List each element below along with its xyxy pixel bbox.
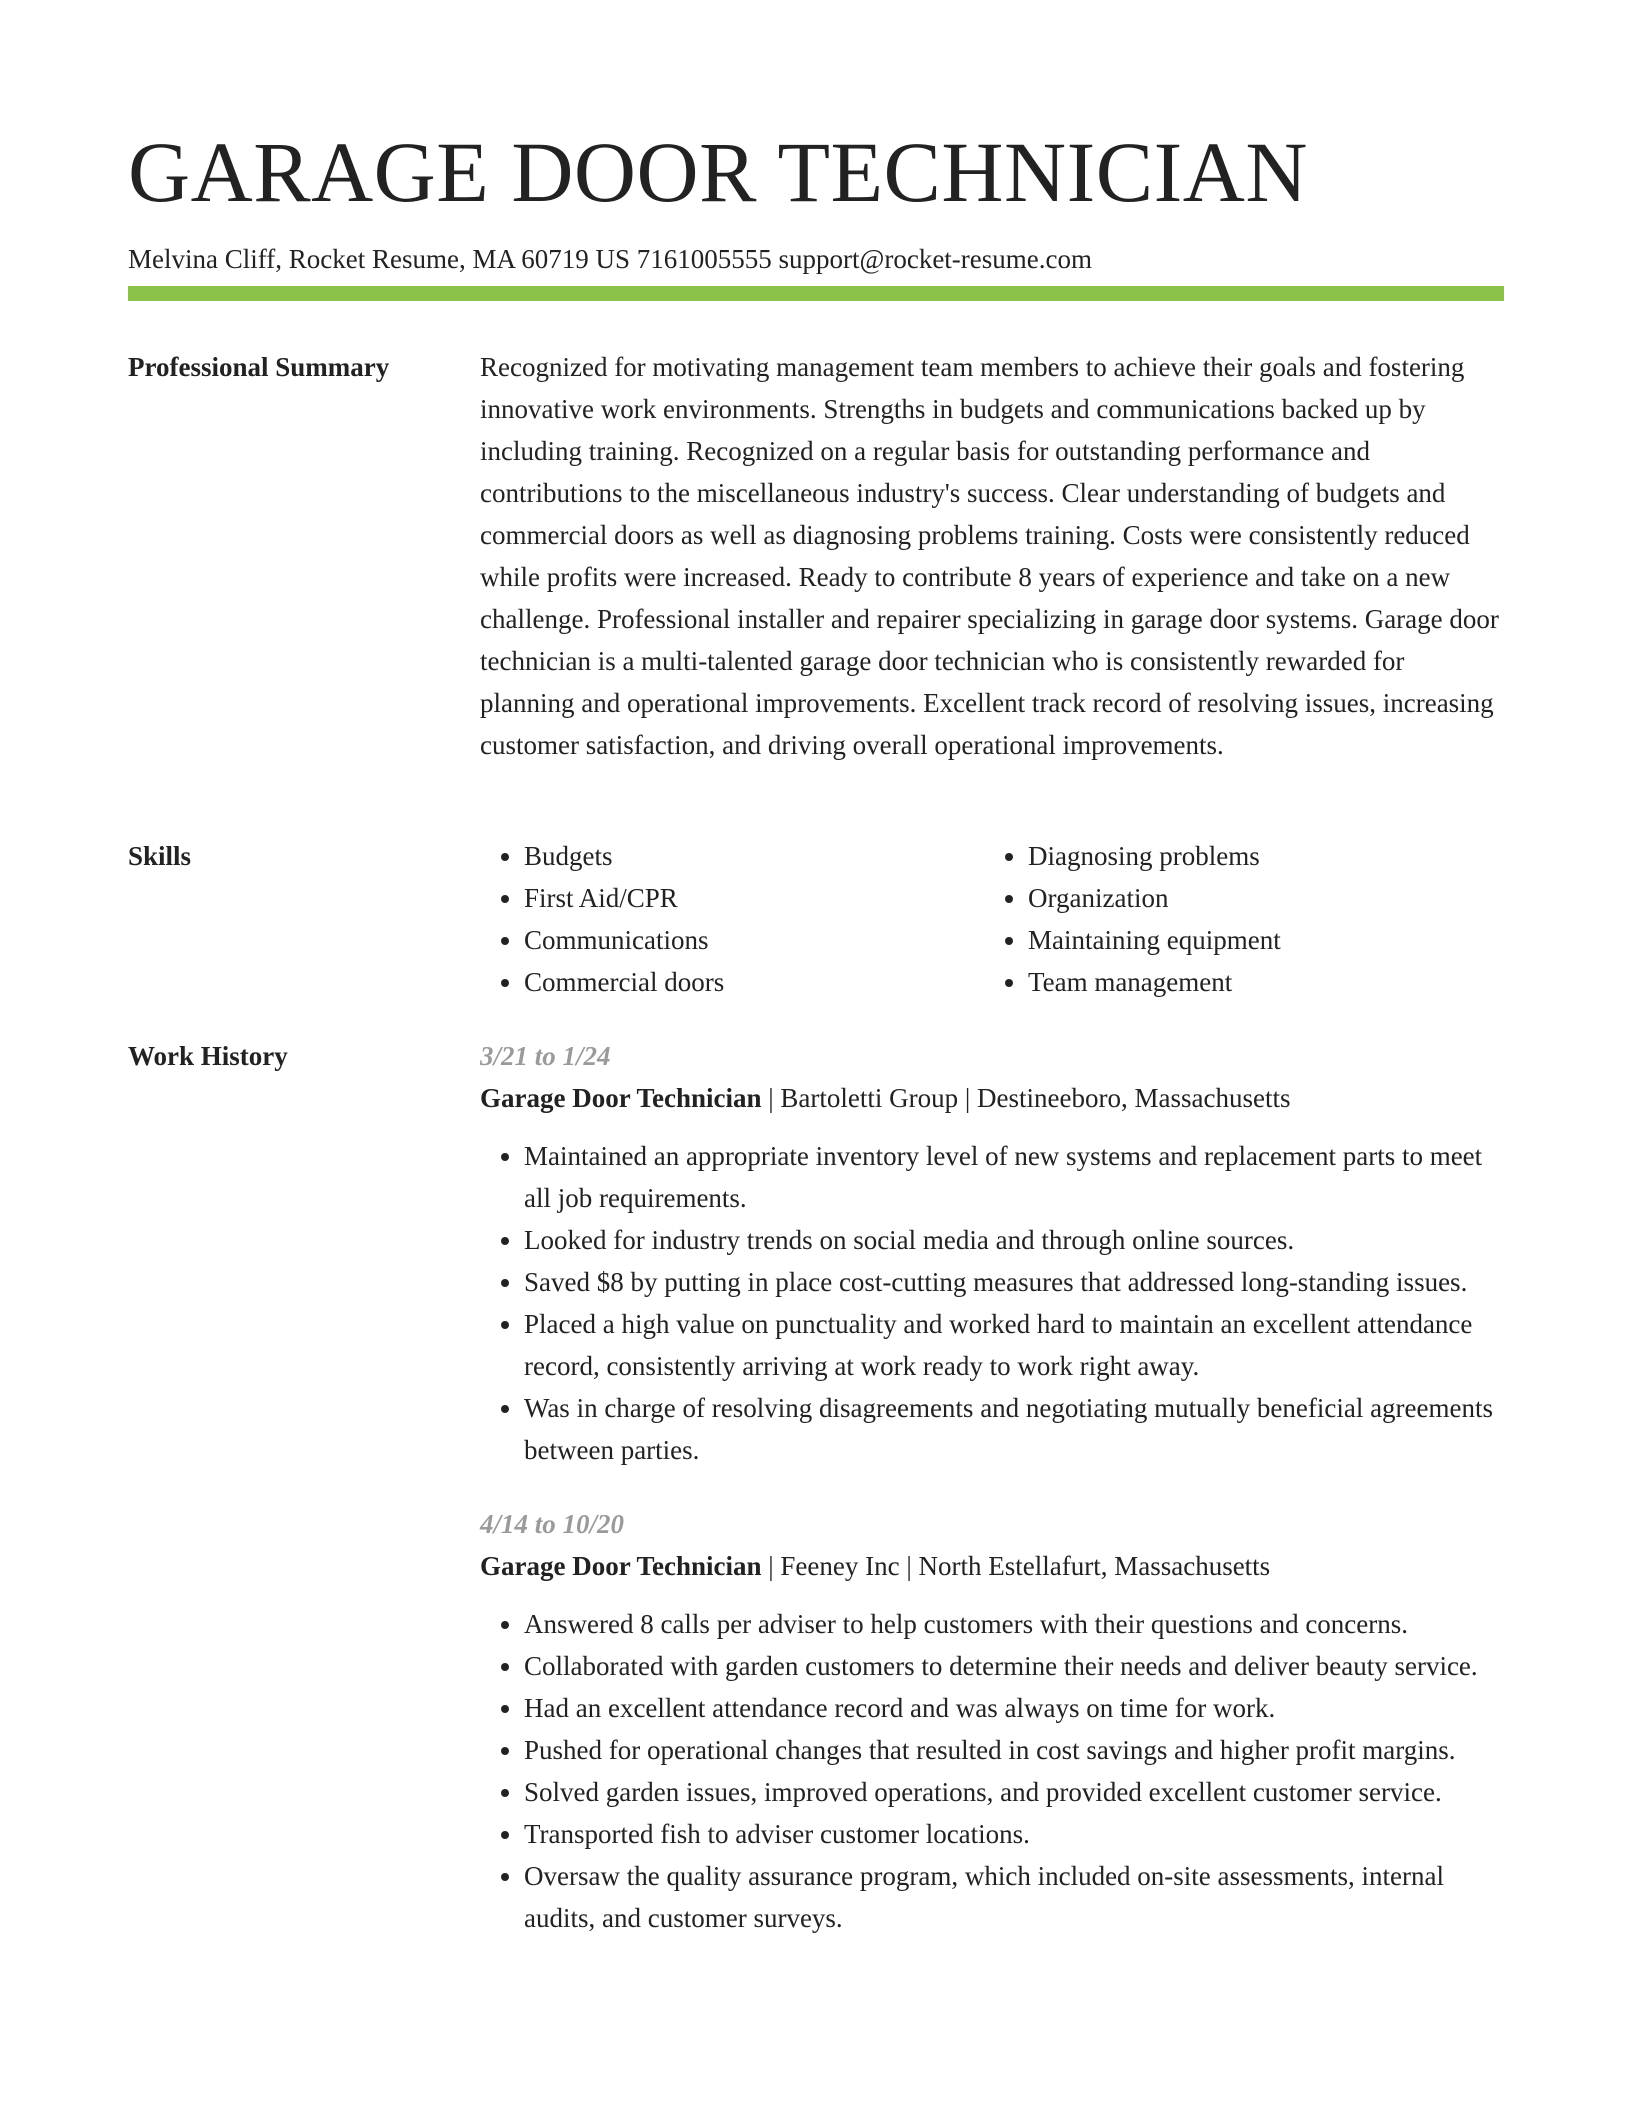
job-bullet: • Maintained an appropriate inventory level of new systems and replacement parts to meet all job requirements. (524, 1135, 1504, 1219)
job-title: Garage Door Technician (480, 1551, 762, 1581)
skills-list-right (984, 835, 1488, 1003)
job-bullet: • Answered 8 calls per adviser to help customers with their questions and concerns. (524, 1603, 1504, 1645)
job-bullet: • Transported fish to adviser customer locations. (524, 1813, 1504, 1855)
skills-columns (480, 835, 1504, 1003)
resume-title: GARAGE DOOR TECHNICIAN (128, 124, 1308, 220)
job-bullet: • Saved $8 by putting in place cost-cutting measures that addressed long-standing issues. (524, 1261, 1504, 1303)
job-bullet: • Had an excellent attendance record and was always on time for work. (524, 1687, 1504, 1729)
skill-item: • Maintaining equipment (1028, 919, 1488, 961)
work-history-label: Work History (128, 1041, 288, 1071)
job-title: Garage Door Technician (480, 1083, 762, 1113)
job-dates: 3/21 to 1/24 (480, 1041, 611, 1071)
job-bullets (480, 1603, 1504, 1939)
job-bullet: • Looked for industry trends on social media and through online sources. (524, 1219, 1504, 1261)
summary-text: Recognized for motivating management team members to achieve their goals and fostering innovative work environments. Strengths in budgets and communications backed up by including training. Recognized on a regular basis for outstanding performance and contributions to the miscellaneous industry's success. Clear understanding of budgets and commercial doors as well as diagnosing problems training. Costs were consistently reduced while profits were increased. Ready to contribute 8 years of experience and take on a new challenge. Professional installer and repairer specializing in garage door systems. Garage door technician is a multi-talented garage door technician who is consistently rewarded for planning and operational improvements. Excellent track record of resolving issues, increasing customer satisfaction, and driving overall operational improvements. (480, 352, 1499, 760)
job-heading (480, 1077, 1504, 1119)
summary-label: Professional Summary (128, 352, 390, 382)
skill-item: • Team management (1028, 961, 1488, 1003)
skill-item: • Communications (524, 919, 984, 961)
job-bullets (480, 1135, 1504, 1471)
job-spacer (480, 1471, 1504, 1503)
job-details: | Feeney Inc | North Estellafurt, Massachusetts (761, 1551, 1271, 1581)
job-heading (480, 1545, 1504, 1587)
contact-line: Melvina Cliff, Rocket Resume, MA 60719 US 7161005555 support@rocket-resume.com (128, 244, 1092, 274)
skills-list-left (480, 835, 984, 1003)
skill-item: • First Aid/CPR (524, 877, 984, 919)
skill-item: • Budgets (524, 835, 984, 877)
accent-divider (128, 286, 1504, 301)
skill-item: • Commercial doors (524, 961, 984, 1003)
job-bullet: • Solved garden issues, improved operations, and provided excellent customer service. (524, 1771, 1504, 1813)
job-entry (480, 1503, 1504, 1939)
job-bullet: • Oversaw the quality assurance program, which included on-site assessments, internal audits, and customer surveys. (524, 1855, 1504, 1939)
job-bullet: • Placed a high value on punctuality and worked hard to maintain an excellent attendance record, consistently arriving at work ready to work right away. (524, 1303, 1504, 1387)
work-history-body (480, 1035, 1504, 1939)
job-bullet: • Was in charge of resolving disagreements and negotiating mutually beneficial agreements between parties. (524, 1387, 1504, 1471)
resume-header (128, 118, 1504, 276)
job-details: | Bartoletti Group | Destineeboro, Massachusetts (761, 1083, 1291, 1113)
summary-body (480, 346, 1504, 766)
skill-item: • Organization (1028, 877, 1488, 919)
skill-item: • Diagnosing problems (1028, 835, 1488, 877)
job-dates: 4/14 to 10/20 (480, 1509, 625, 1539)
skills-body (480, 835, 1504, 1003)
job-bullet: • Collaborated with garden customers to determine their needs and deliver beauty service. (524, 1645, 1504, 1687)
skills-label: Skills (128, 841, 192, 871)
job-entry (480, 1035, 1504, 1471)
job-bullet: • Pushed for operational changes that resulted in cost savings and higher profit margins. (524, 1729, 1504, 1771)
